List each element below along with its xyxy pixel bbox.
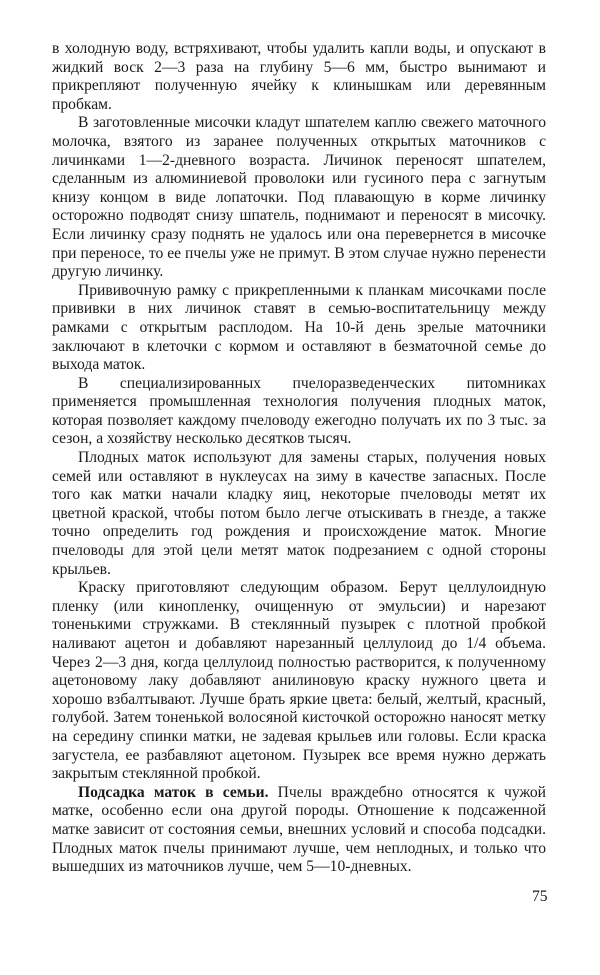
paragraph-3-text: Прививочную рамку с прикрепленными к планкам мисочками после прививки в них личинок ставят в семью-воспитательницу между рамками с открытым расплодом. На 10-й день зрелые маточники заключают в клеточки с кормом и оставляют в безматочной семье до выхода маток. [52, 281, 546, 374]
paragraph-6-text: Краску приготовляют следующим образом. Берут целлулоидную пленку (или кинопленку, очищенную от эмульсии) и нарезают тоненькими стружками. В стеклянный пузырек с плотной пробкой наливают ацетон и добавляют нарезанный целлулоид до 1/4 объема. Через 2—3 дня, когда целлулоид полностью растворится, к полученному ацетоновому лаку добавляют анилиновую краску нужного цвета и хорошо взбалтывают. Лучше брать яркие цвета: белый, желтый, красный, голубой. Затем тоненькой волосяной кисточкой осторожно наносят метку на середину спинки матки, не задевая крыльев или головы. Если краска загустела, ее разбавляют ацетоном. Пузырек все время нужно держать закрытым стеклянной пробкой. [52, 579, 546, 783]
page-body [52, 40, 546, 877]
paragraph-6 [52, 579, 546, 784]
paragraph-7-text: Пчелы враждебно относятся к чужой матке, особенно если она другой породы. Отношение к подсаженной матке зависит от состояния семьи, внешних условий и способа подсадки. Плодных маток пчелы принимают лучше, чем неплодных, и только что вышедших из маточников лучше, чем 5—10-дневных. [52, 783, 546, 876]
section-heading-inline: Подсадка маток в семьи. [78, 783, 269, 801]
paragraph-1 [52, 40, 546, 114]
paragraph-4-text: В специализированных пчелоразведенческих питомниках применяется промышленная технология получения плодных маток, которая позволяет каждому пчеловоду ежегодно получать их по 3 тыс. за сезон, а хозяйству несколько десятков тысяч. [52, 374, 546, 448]
page-number: 75 [532, 888, 548, 905]
paragraph-2 [52, 114, 546, 281]
paragraph-3 [52, 282, 546, 375]
paragraph-2-text: В заготовленные мисочки кладут шпателем каплю свежего маточного молочка, взятого из заранее полученных открытых маточников с личинками 1—2-дневного возраста. Личинок переносят шпателем, сделанным из алюминиевой проволоки или гусиного пера с загнутым книзу концом в виде лопаточки. Под плавающую в корме личинку осторожно подводят снизу шпатель, поднимают и переносят в мисочку. Если личинку сразу поднять не удалось или она перевернется в мисочке при переносе, то ее пчелы уже не примут. В этом случае нужно перенести другую личинку. [52, 114, 546, 281]
paragraph-5 [52, 449, 546, 579]
paragraph-4 [52, 375, 546, 449]
paragraph-1-text: в холодную воду, встряхивают, чтобы удалить капли воды, и опускают в жидкий воск 2—3 раза на глубину 5—6 мм, быстро вынимают и прикрепляют полученную ячейку к клинышкам или деревянным пробкам. [52, 40, 546, 113]
paragraph-7 [52, 784, 546, 877]
paragraph-5-text: Плодных маток используют для замены старых, получения новых семей или оставляют в нуклеусах на зиму в качестве запасных. После того как матки начали кладку яиц, некоторые пчеловоды метят их цветной краской, чтобы потом было легче отыскивать в гнезде, а также точно определить год рождения и происхождение маток. Многие пчеловоды для этой цели метят маток подрезанием с одной стороны крыльев. [52, 449, 546, 578]
